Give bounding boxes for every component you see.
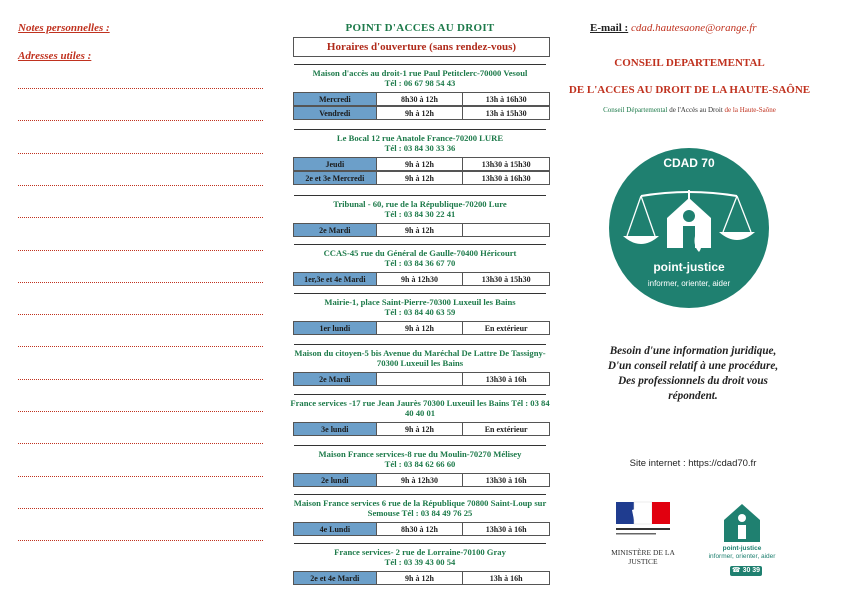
pj-small-text — [696, 545, 788, 561]
schedule-afternoon: 13h30 à 15h30 — [462, 272, 550, 286]
phone-number: 30 39 — [742, 567, 761, 574]
venue-phone: Tél : 03 84 30 22 41 — [384, 209, 456, 219]
note-line[interactable] — [18, 443, 263, 444]
schedule-afternoon: 13h à 15h30 — [462, 106, 550, 120]
venue-divider — [294, 129, 546, 130]
venue-phone: Tél : 03 84 62 66 60 — [384, 459, 456, 469]
venue-divider — [294, 195, 546, 196]
schedule-afternoon: 13h à 16h30 — [462, 92, 550, 106]
logo-title: CDAD 70 — [663, 156, 715, 170]
schedule-morning: 8h30 à 12h — [376, 92, 463, 106]
schedule-afternoon: En extérieur — [462, 321, 550, 335]
schedule-day: 2e lundi — [293, 473, 376, 487]
tagline — [562, 344, 824, 404]
schedule-day: 1er lundi — [293, 321, 376, 335]
schedule-morning: 9h à 12h — [376, 223, 463, 237]
venue-divider — [294, 445, 546, 446]
schedule-morning: 9h à 12h — [376, 157, 463, 171]
pj-small-name: point-justice — [722, 545, 762, 552]
note-line[interactable] — [18, 153, 263, 154]
venue-phone: Tél : 03 39 43 00 54 — [384, 557, 456, 567]
org-small-b: de l'Accès au Droit — [669, 106, 723, 114]
schedule-morning — [376, 372, 463, 386]
venue-header — [290, 348, 550, 368]
venue-divider — [294, 494, 546, 495]
schedule-row — [293, 522, 550, 536]
schedule-row — [293, 321, 550, 335]
schedule-row — [293, 422, 550, 436]
pj-small-sub: informer, orienter, aider — [708, 553, 776, 560]
schedule-afternoon: 13h à 16h — [462, 571, 550, 585]
venue-name: France services- 2 rue de Lorraine-70100 Gray — [334, 547, 506, 557]
schedule-day: Vendredi — [293, 106, 376, 120]
venue-header — [290, 498, 550, 518]
right-panel — [562, 0, 842, 595]
marianne-republic-icon — [608, 498, 678, 578]
venue-name: France services -17 rue Jean Jaurès 70300 Luxeuil les Bains Tél : 03 84 40 40 01 — [290, 398, 550, 418]
note-line[interactable] — [18, 185, 263, 186]
schedule-row — [293, 171, 550, 185]
schedule-row — [293, 223, 550, 237]
venue-name: Le Bocal 12 rue Anatole France-70200 LURE — [336, 133, 504, 143]
note-line[interactable] — [18, 379, 263, 380]
schedule-afternoon: 13h30 à 16h — [462, 522, 550, 536]
ministry-label: MINISTÈRE DE LA JUSTICE — [611, 548, 675, 566]
phone-badge: ☎ 30 39 — [731, 567, 761, 574]
note-line[interactable] — [18, 282, 263, 283]
schedule-day: 2e Mardi — [293, 372, 376, 386]
venue-name: CCAS-45 rue du Général de Gaulle-70400 Héricourt — [323, 248, 517, 258]
note-line[interactable] — [18, 476, 263, 477]
venue-header — [290, 297, 550, 317]
note-line[interactable] — [18, 540, 263, 541]
schedule-morning: 9h à 12h — [376, 321, 463, 335]
note-line[interactable] — [18, 411, 263, 412]
schedule-row — [293, 272, 550, 286]
venue-name: Maison d'accès au droit-1 rue Paul Petitclerc-70000 Vesoul — [312, 68, 528, 78]
access-point-title: POINT D'ACCES AU DROIT — [345, 22, 495, 34]
venue-divider — [294, 543, 546, 544]
email-link[interactable]: cdad.hautesaone@orange.fr — [630, 22, 757, 34]
schedule-day: 4e Lundi — [293, 522, 376, 536]
notes-label: Notes personnelles : — [18, 22, 110, 34]
logo-name: point-justice — [653, 260, 725, 274]
schedule-day: 3e lundi — [293, 422, 376, 436]
website-line[interactable]: Site internet : https://cdad70.fr — [629, 458, 757, 469]
venue-divider — [294, 293, 546, 294]
venue-phone: Tél : 06 67 98 54 43 — [384, 78, 456, 88]
venue-header — [290, 199, 550, 219]
venue-divider — [294, 394, 546, 395]
email-label: E-mail : — [590, 22, 629, 34]
tagline-line: D'un conseil relatif à une procédure, — [607, 360, 779, 372]
venue-divider — [294, 344, 546, 345]
org-title-line2: DE L'ACCES AU DROIT DE LA HAUTE-SAÔNE — [568, 84, 811, 96]
hours-header: Horaires d'ouverture (sans rendez-vous) — [293, 37, 550, 57]
org-title-line1: CONSEIL DEPARTEMENTAL — [614, 57, 765, 69]
schedule-row — [293, 92, 550, 106]
note-line[interactable] — [18, 88, 263, 89]
note-line[interactable] — [18, 508, 263, 509]
note-line[interactable] — [18, 346, 263, 347]
note-line[interactable] — [18, 120, 263, 121]
venue-header — [290, 248, 550, 268]
venue-divider — [294, 64, 546, 65]
venue-divider — [294, 244, 546, 245]
schedule-morning: 9h à 12h — [376, 571, 463, 585]
schedule-row — [293, 106, 550, 120]
schedule-afternoon: 13h30 à 16h — [462, 473, 550, 487]
venue-name: Maison France services-8 rue du Moulin-70270 Mélisey — [318, 449, 522, 459]
schedule-row — [293, 372, 550, 386]
venue-header — [290, 133, 550, 153]
schedule-day: 2e et 3e Mercredi — [293, 171, 376, 185]
venue-phone: Tél : 03 84 36 67 70 — [384, 258, 456, 268]
left-panel — [0, 0, 280, 595]
org-small-c: de la Haute-Saône — [724, 106, 776, 114]
middle-panel — [290, 0, 555, 595]
tagline-line: Des professionnels du droit vous — [618, 375, 768, 387]
venue-phone: Tél : 03 84 40 63 59 — [384, 307, 456, 317]
schedule-day: 2e Mardi — [293, 223, 376, 237]
note-line[interactable] — [18, 314, 263, 315]
venue-name: Maison du citoyen-5 bis Avenue du Maréchal De Lattre De Tassigny-70300 Luxeuil les Bains — [294, 348, 546, 368]
venue-name: Tribunal - 60, rue de la République-70200 Lure — [333, 199, 507, 209]
note-line[interactable] — [18, 217, 263, 218]
venue-phone: Tél : 03 84 30 33 36 — [384, 143, 456, 153]
schedule-day: 1er,3e et 4e Mardi — [293, 272, 376, 286]
schedule-afternoon: 13h30 à 16h — [462, 372, 550, 386]
schedule-morning: 9h à 12h — [376, 171, 463, 185]
schedule-afternoon — [462, 223, 550, 237]
venue-header — [290, 547, 550, 567]
schedule-day: 2e et 4e Mardi — [293, 571, 376, 585]
logo-subtitle: informer, orienter, aider — [647, 279, 731, 288]
venue-name: Maison France services 6 rue de la République 70800 Saint-Loup sur Semouse Tél : 03 84 49 76 25 — [293, 498, 547, 518]
schedule-day: Mercredi — [293, 92, 376, 106]
schedule-morning: 9h à 12h30 — [376, 272, 463, 286]
venue-header — [290, 398, 550, 418]
venue-name: Mairie-1, place Saint-Pierre-70300 Luxeuil les Bains — [324, 297, 516, 307]
tagline-line: répondent. — [668, 390, 718, 402]
email-line — [590, 22, 757, 34]
cdad70-logo — [609, 148, 769, 308]
schedule-day: Jeudi — [293, 157, 376, 171]
note-line[interactable] — [18, 250, 263, 251]
org-subtitle — [562, 106, 817, 114]
schedule-afternoon: En extérieur — [462, 422, 550, 436]
org-small-a: Conseil Départemental — [603, 106, 668, 114]
schedule-row — [293, 473, 550, 487]
schedule-row — [293, 571, 550, 585]
schedule-morning: 9h à 12h — [376, 106, 463, 120]
schedule-row — [293, 157, 550, 171]
schedule-morning: 9h à 12h — [376, 422, 463, 436]
schedule-morning: 8h30 à 12h — [376, 522, 463, 536]
venue-header — [290, 449, 550, 469]
schedule-afternoon: 13h30 à 16h30 — [462, 171, 550, 185]
schedule-afternoon: 13h30 à 15h30 — [462, 157, 550, 171]
venue-header — [290, 68, 550, 88]
addresses-label: Adresses utiles : — [18, 50, 92, 62]
schedule-morning: 9h à 12h30 — [376, 473, 463, 487]
tagline-line: Besoin d'une information juridique, — [609, 345, 777, 357]
